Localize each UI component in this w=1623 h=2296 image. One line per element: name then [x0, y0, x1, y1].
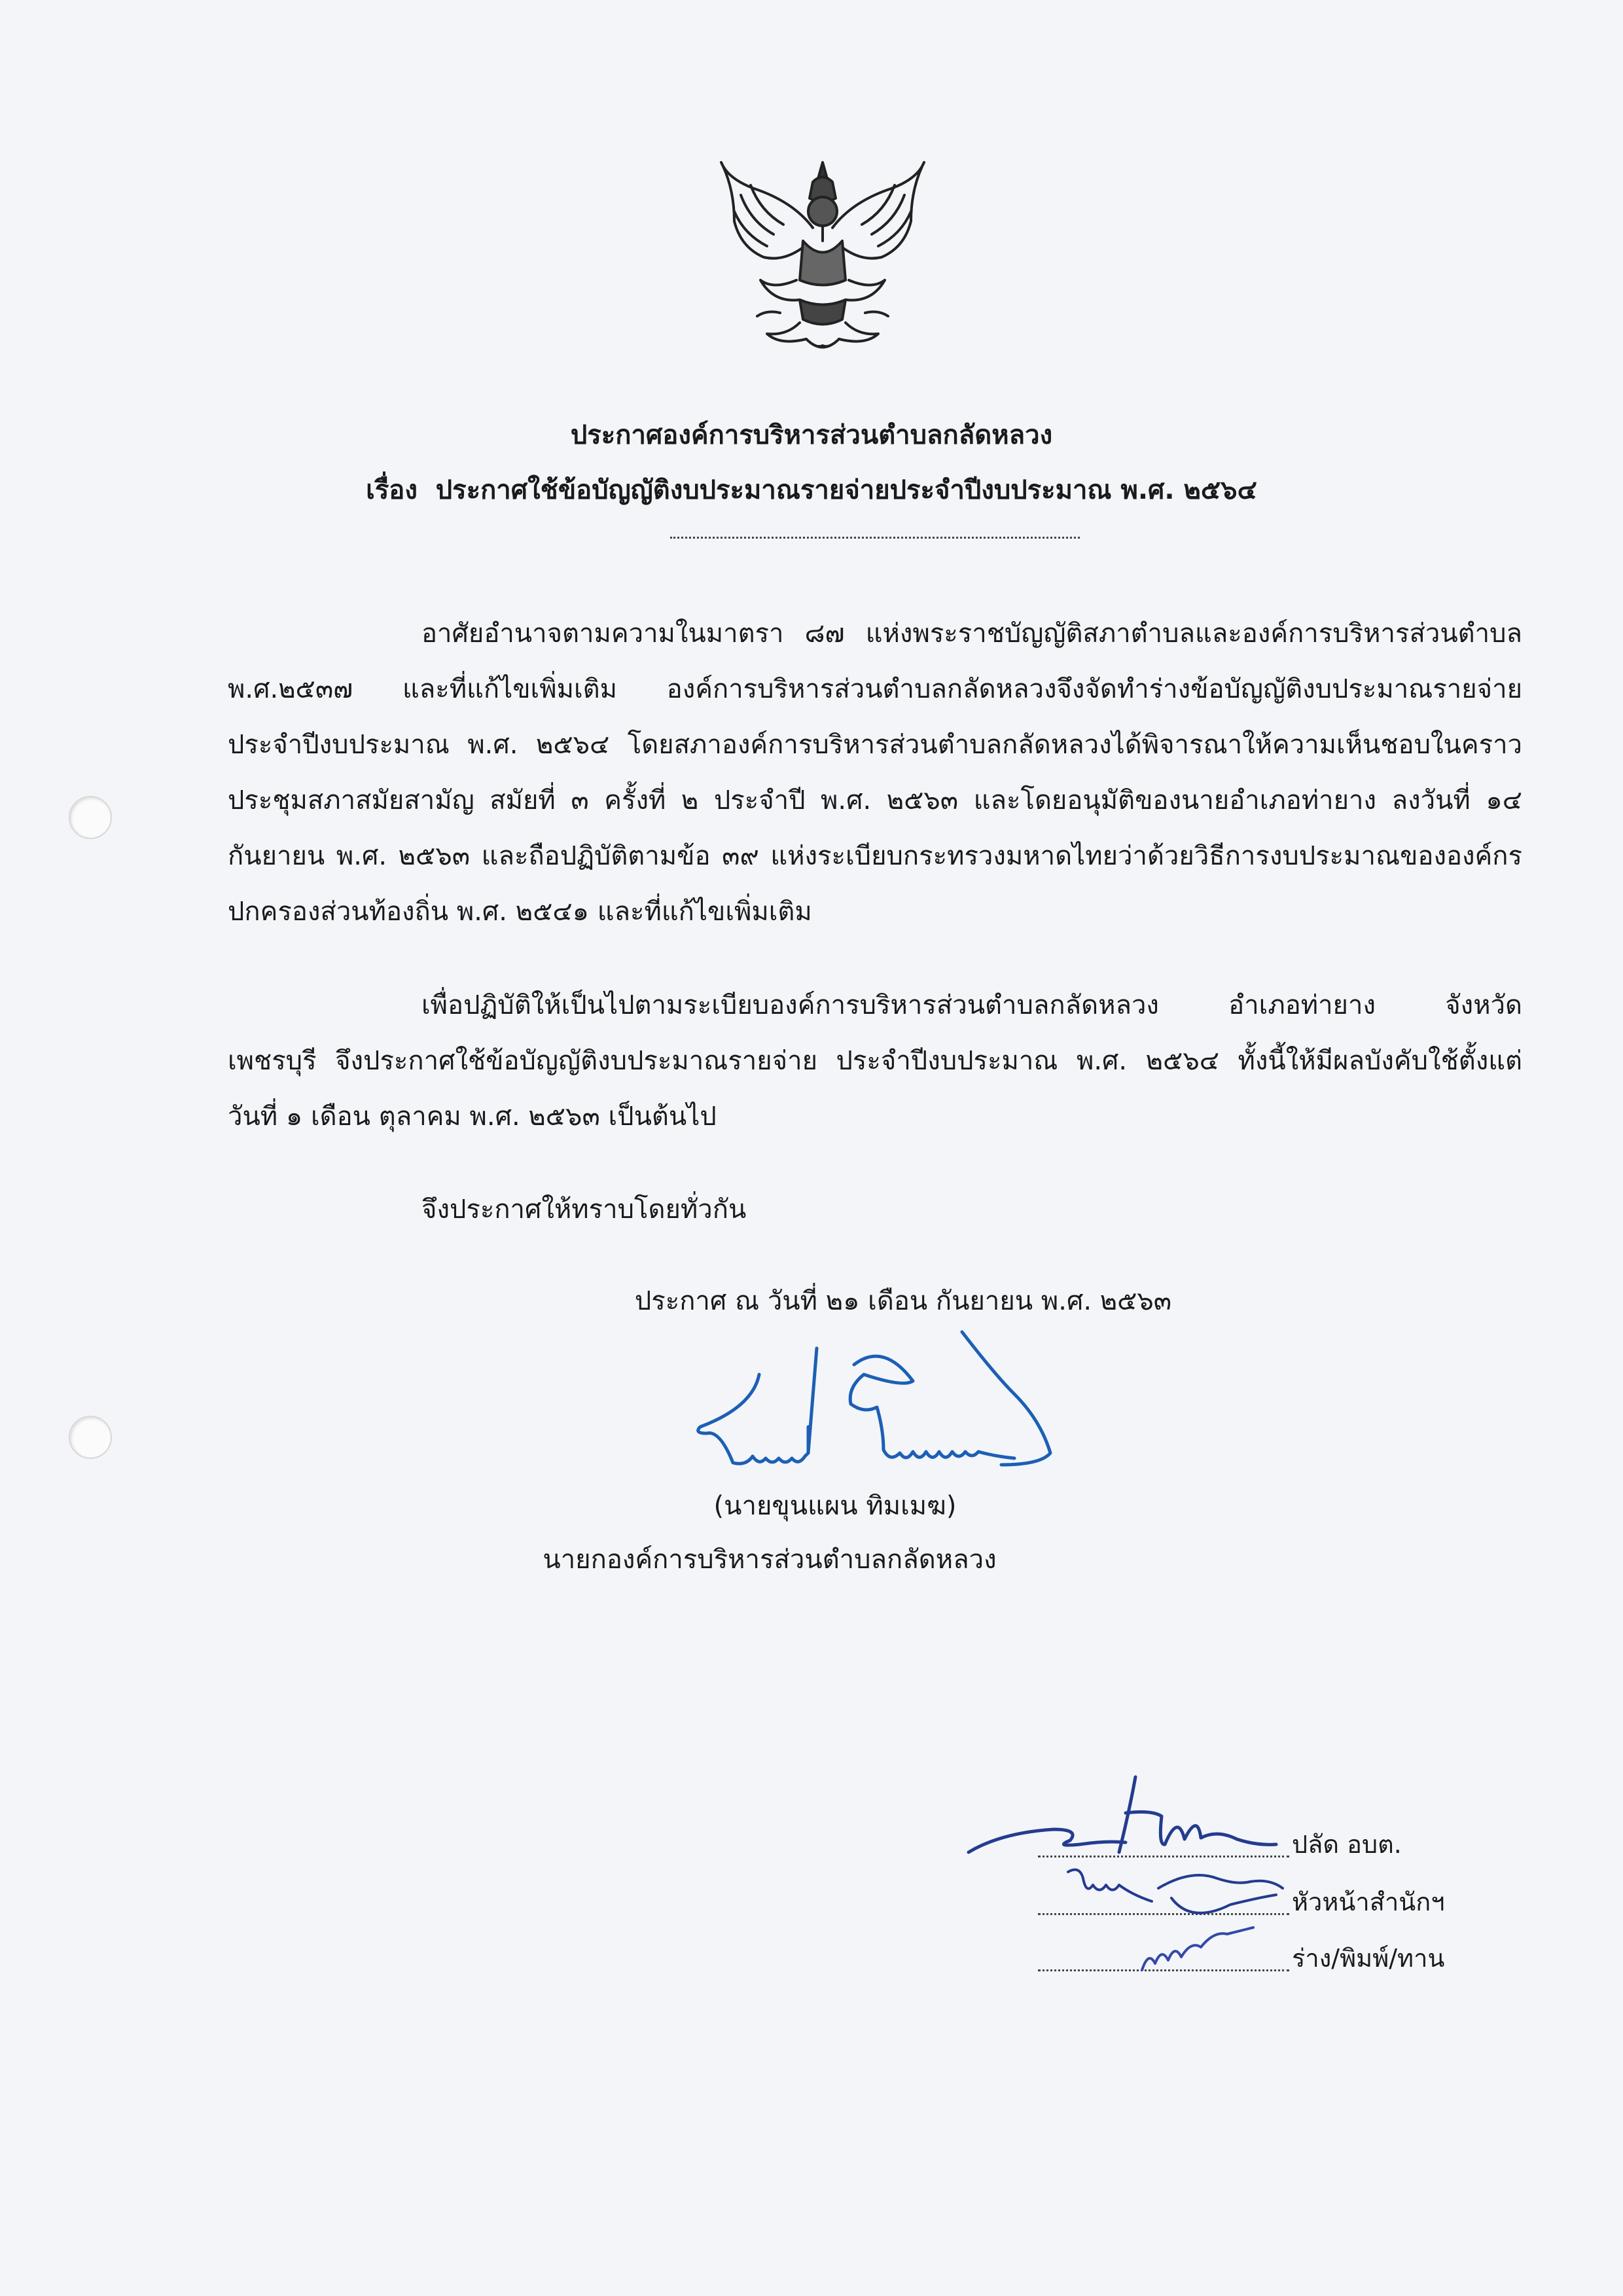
paragraph-line: อาศัยอำนาจตามความในมาตรา ๘๗ แห่งพระราชบัญญัติสภาตำบลและองค์การบริหารส่วนตำบล	[421, 619, 1522, 649]
document-title: ประกาศองค์การบริหารส่วนตำบลกลัดหลวง	[570, 420, 1053, 450]
announcement-date: ประกาศ ณ วันที่ ๒๑ เดือน กันยายน พ.ศ. ๒๕๖๓	[634, 1286, 1172, 1316]
paragraph-line: เพชรบุรี จึงประกาศใช้ข้อบัญญัติงบประมาณรายจ่าย ประจำปีงบประมาณ พ.ศ. ๒๕๖๔ ทั้งนี้ให้มีผลบังคับใช้ตั้งแต่	[228, 1046, 1522, 1076]
initial-signature-deputy	[962, 1767, 1302, 1859]
initial-signature-typist	[1135, 1918, 1266, 1983]
footer-label: ร่าง/พิมพ์/ทาน	[1292, 1944, 1445, 1973]
signatory-name: (นายขุนแผน ทิมเมฆ)	[713, 1491, 957, 1521]
paragraph-line: ปกครองส่วนท้องถิ่น พ.ศ. ๒๕๔๑ และที่แก้ไขเพิ่มเติม	[228, 897, 812, 927]
subject-text: ประกาศใช้ข้อบัญญัติงบประมาณรายจ่ายประจำปีงบประมาณ พ.ศ. ๒๕๖๔	[435, 475, 1257, 505]
paragraph-line: กันยายน พ.ศ. ๒๕๖๓ และถือปฏิบัติตามข้อ ๓๙ แห่งระเบียบกระทรวงมหาดไทยว่าด้วยวิธีการงบประมาณขององค์กร	[228, 841, 1522, 871]
title-separator	[670, 537, 1080, 539]
subject-label: เรื่อง	[366, 475, 418, 505]
garuda-emblem-icon	[715, 149, 931, 359]
closing-statement: จึงประกาศให้ทราบโดยทั่วกัน	[421, 1194, 747, 1225]
paragraph-line: วันที่ ๑ เดือน ตุลาคม พ.ศ. ๒๕๖๓ เป็นต้นไป	[228, 1102, 717, 1132]
paragraph-line: ประจำปีงบประมาณ พ.ศ. ๒๕๖๔ โดยสภาองค์การบริหารส่วนตำบลกลัดหลวงได้พิจารณาให้ความเห็นชอบในคราว	[228, 730, 1522, 760]
punch-hole-bottom	[69, 1416, 112, 1459]
paragraph-line: เพื่อปฏิบัติให้เป็นไปตามระเบียบองค์การบริหารส่วนตำบลกลัดหลวง อำเภอท่ายาง จังหวัด	[421, 990, 1522, 1020]
signature-mayor	[674, 1316, 1067, 1486]
signatory-position: นายกองค์การบริหารส่วนตำบลกลัดหลวง	[543, 1545, 997, 1575]
punch-hole-top	[69, 796, 112, 839]
footer-label: หัวหน้าสำนักฯ	[1292, 1888, 1445, 1916]
footer-label: ปลัด อบต.	[1292, 1830, 1402, 1859]
document-subject	[0, 469, 1623, 511]
paragraph-line: ประชุมสภาสมัยสามัญ สมัยที่ ๓ ครั้งที่ ๒ ประจำปี พ.ศ. ๒๕๖๓ และโดยอนุมัติของนายอำเภอท่ายาง ลงวันที่ ๑๔	[228, 785, 1522, 816]
paragraph-line: พ.ศ.๒๕๓๗ และที่แก้ไขเพิ่มเติม องค์การบริหารส่วนตำบลกลัดหลวงจึงจัดทำร่างข้อบัญญัติงบประมาณรายจ่าย	[228, 674, 1522, 704]
